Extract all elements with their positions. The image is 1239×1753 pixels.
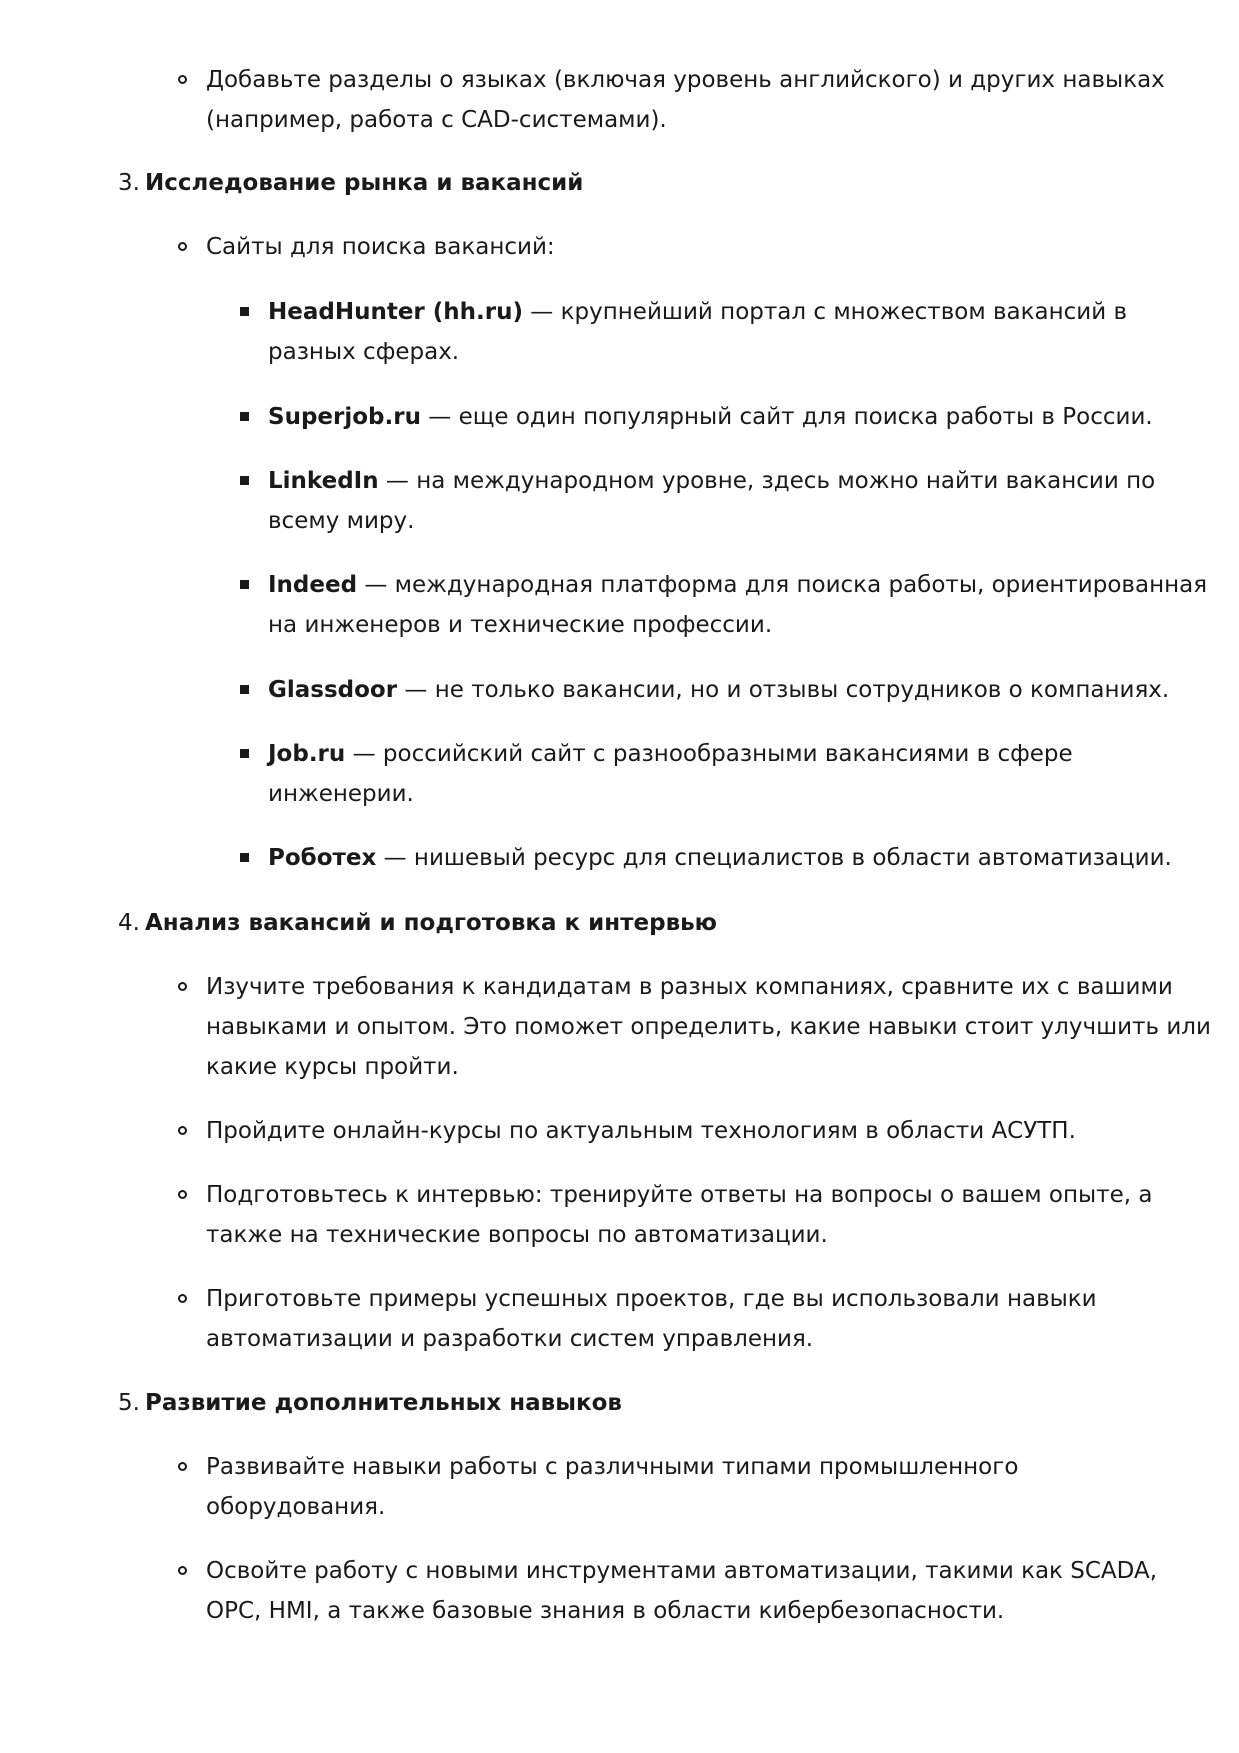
list-item-line: Сайты для поиска вакансий: xyxy=(206,234,555,260)
list-item-line: какие курсы пройти. xyxy=(206,1054,459,1080)
list-bullet-circle xyxy=(178,242,187,251)
list-bullet-circle xyxy=(178,1294,187,1303)
site-item-line: инженерии. xyxy=(268,781,414,807)
site-item-line: на инженеров и технические профессии. xyxy=(268,612,773,638)
section-title-text: Анализ вакансий и подготовка к интервью xyxy=(145,910,718,936)
site-description: — международная платформа для поиска работы, ориентированная xyxy=(357,572,1208,598)
site-item-line xyxy=(268,292,1127,332)
site-item-line xyxy=(268,838,1172,878)
site-item-line xyxy=(268,565,1207,605)
list-item-line: автоматизации и разработки систем управления. xyxy=(206,1326,814,1352)
list-item-line: Добавьте разделы о языках (включая уровень английского) и других навыках xyxy=(206,67,1165,93)
list-bullet-circle xyxy=(178,982,187,991)
list-item-line: Подготовьтесь к интервью: тренируйте ответы на вопросы о вашем опыте, а xyxy=(206,1182,1153,1208)
site-item-line xyxy=(268,670,1169,710)
list-item-line: также на технические вопросы по автоматизации. xyxy=(206,1222,828,1248)
list-bullet-circle xyxy=(178,1190,187,1199)
list-item-line: (например, работа с CAD-системами). xyxy=(206,107,667,133)
section-title-text: Развитие дополнительных навыков xyxy=(145,1390,622,1416)
section-number: 4. xyxy=(118,910,140,936)
section-title xyxy=(145,903,717,943)
list-bullet-circle xyxy=(178,1566,187,1575)
list-bullet-circle xyxy=(178,75,187,84)
list-item-line: Освойте работу с новыми инструментами автоматизации, такими как SCADA, xyxy=(206,1558,1158,1584)
site-description: — на международном уровне, здесь можно найти вакансии по xyxy=(378,468,1156,494)
list-bullet-square xyxy=(240,749,249,758)
site-name: HeadHunter (hh.ru) xyxy=(268,299,523,325)
list-item-line: Развивайте навыки работы с различными типами промышленного xyxy=(206,1454,1019,1480)
site-item-line: разных сферах. xyxy=(268,339,460,365)
list-bullet-square xyxy=(240,307,249,316)
list-bullet-square xyxy=(240,476,249,485)
site-description: — еще один популярный сайт для поиска работы в России. xyxy=(420,404,1153,430)
list-item-line: OPC, HMI, а также базовые знания в области кибербезопасности. xyxy=(206,1598,1005,1624)
list-item-line: Приготовьте примеры успешных проектов, где вы использовали навыки xyxy=(206,1286,1097,1312)
site-item-line xyxy=(268,734,1073,774)
site-item-line xyxy=(268,397,1153,437)
site-name: Superjob.ru xyxy=(268,404,421,430)
list-bullet-circle xyxy=(178,1126,187,1135)
section-title xyxy=(145,163,583,203)
site-description: — нишевый ресурс для специалистов в области автоматизации. xyxy=(376,845,1172,871)
list-item-line: навыками и опытом. Это поможет определить, какие навыки стоит улучшить или xyxy=(206,1014,1211,1040)
list-bullet-square xyxy=(240,412,249,421)
list-bullet-square xyxy=(240,853,249,862)
list-item-line: Пройдите онлайн-курсы по актуальным технологиям в области АСУТП. xyxy=(206,1118,1076,1144)
list-bullet-circle xyxy=(178,1462,187,1471)
site-name: Glassdoor xyxy=(268,677,398,703)
site-item-line: всему миру. xyxy=(268,508,415,534)
site-description: — не только вакансии, но и отзывы сотрудников о компаниях. xyxy=(397,677,1170,703)
site-name: Job.ru xyxy=(268,741,346,767)
section-number: 3. xyxy=(118,170,140,196)
list-item-line: оборудования. xyxy=(206,1494,386,1520)
site-name: LinkedIn xyxy=(268,468,379,494)
site-description: — российский сайт с разнообразными вакансиями в сфере xyxy=(345,741,1073,767)
section-title xyxy=(145,1383,622,1423)
site-description: — крупнейший портал с множеством вакансий в xyxy=(523,299,1128,325)
site-item-line xyxy=(268,461,1155,501)
list-bullet-square xyxy=(240,580,249,589)
site-name: Indeed xyxy=(268,572,358,598)
section-title-text: Исследование рынка и вакансий xyxy=(145,170,584,196)
list-bullet-square xyxy=(240,685,249,694)
section-number: 5. xyxy=(118,1390,140,1416)
site-name: Роботех xyxy=(268,845,377,871)
list-item-line: Изучите требования к кандидатам в разных компаниях, сравните их с вашими xyxy=(206,974,1173,1000)
